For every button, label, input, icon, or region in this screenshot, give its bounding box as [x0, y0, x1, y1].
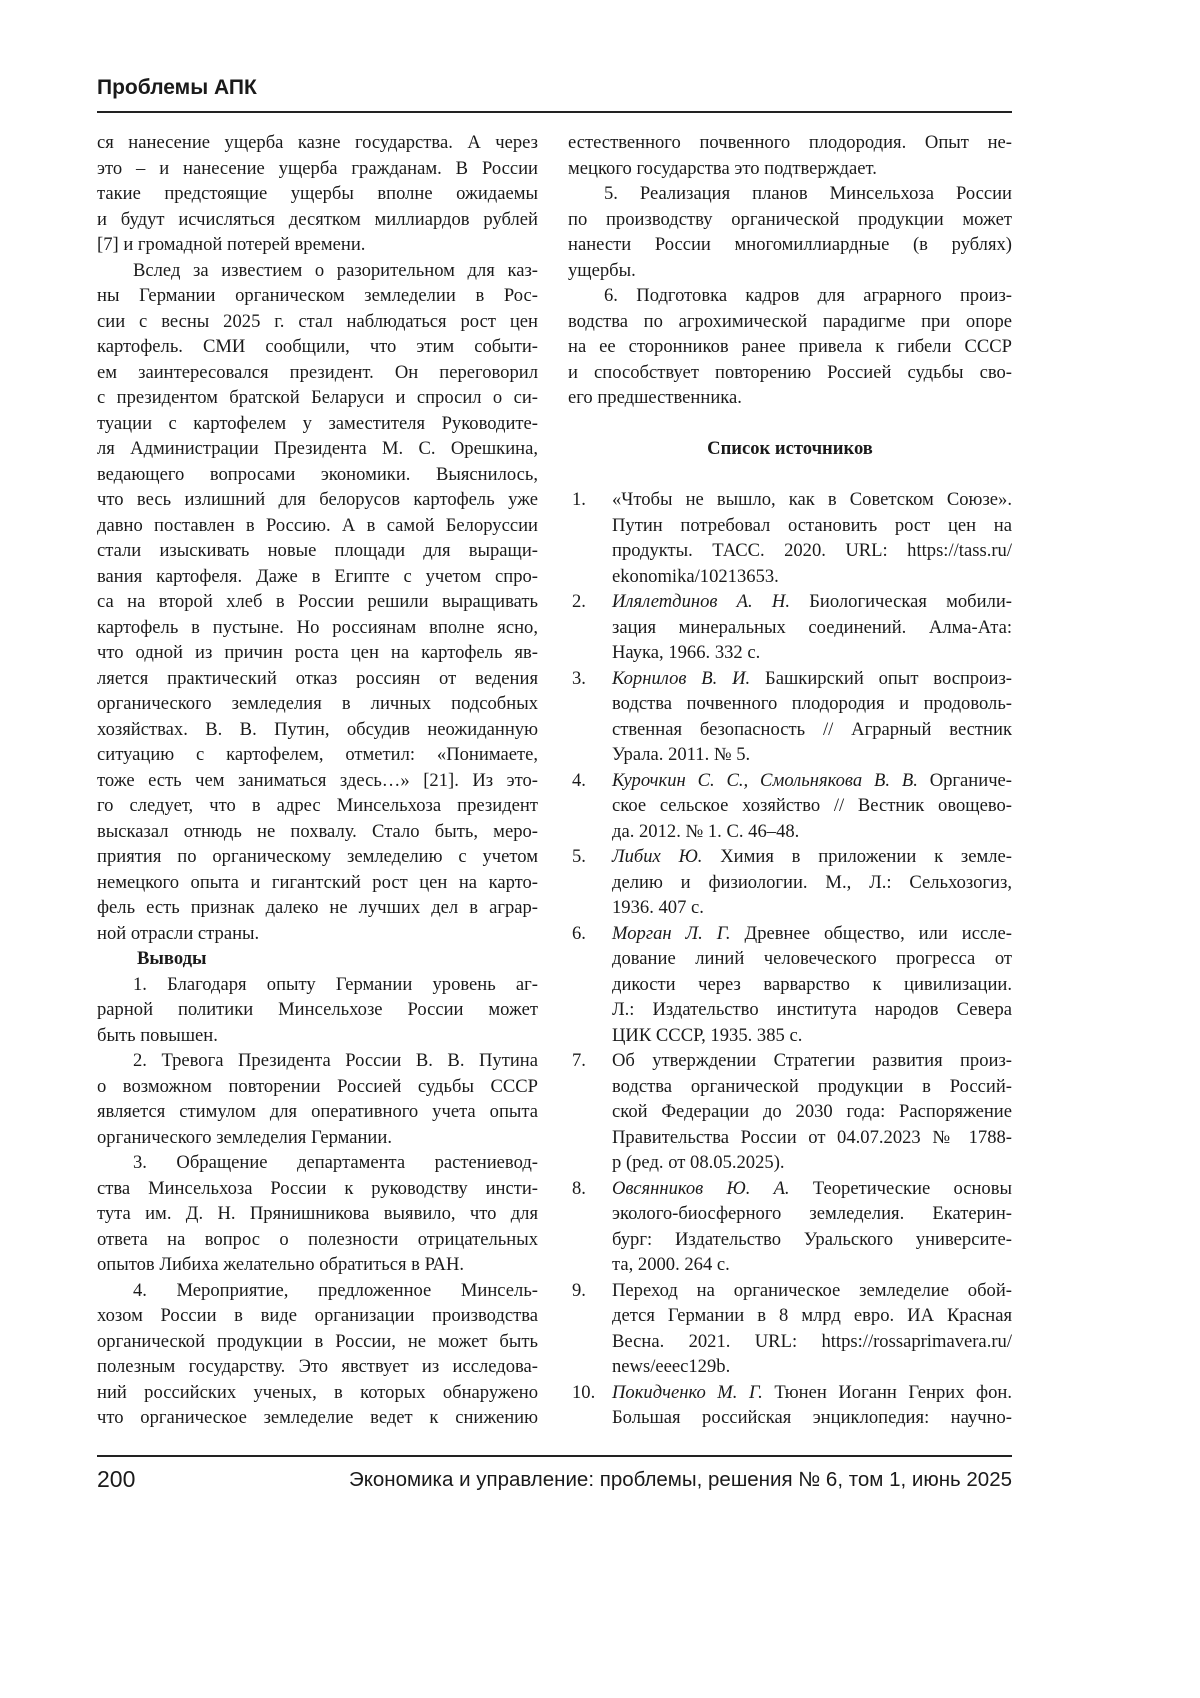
text-line: хозом России в виде организации производства — [97, 1303, 538, 1329]
reference-text-part: Органиче- — [918, 770, 1012, 791]
reference-number: 3. — [568, 666, 612, 768]
reference-author: Корнилов В. И. — [612, 668, 750, 689]
reference-text — [612, 666, 1012, 768]
reference-item — [568, 844, 1012, 921]
text-line: стали изыскивать новые площади для выращи- — [97, 538, 538, 564]
text-line: ственная безопасность // Аграрный вестник — [612, 717, 1012, 743]
reference-item — [568, 666, 1012, 768]
text-line: естественного почвенного плодородия. Опыт не- — [568, 130, 1012, 156]
text-line: вания картофеля. Даже в Египте с учетом спро- — [97, 564, 538, 590]
paragraph — [97, 258, 538, 947]
text-line: Наука, 1966. 332 с. — [612, 640, 1012, 666]
journal-title: Экономика и управление: проблемы, решения № 6, том 1, июнь 2025 — [349, 1468, 1012, 1492]
text-line: Урала. 2011. № 5. — [612, 742, 1012, 768]
text-line: рарной политики Минсельхозе России может — [97, 997, 538, 1023]
text-line: зация минеральных соединений. Алма-Ата: — [612, 615, 1012, 641]
blank-line — [568, 462, 1012, 488]
paragraph — [568, 130, 1012, 181]
text-line: нанести России многомиллиардные (в рублях) — [568, 232, 1012, 258]
reference-text — [612, 921, 1012, 1049]
reference-number: 5. — [568, 844, 612, 921]
reference-text-part: Теоретические основы — [790, 1178, 1012, 1199]
text-line: хозяйствах. В. В. Путин, обсудив неожиданную — [97, 717, 538, 743]
text-line: ответа на вопрос о полезности отрицательных — [97, 1227, 538, 1253]
text-line: картофель в пустыне. Но россиянам вполне ясно, — [97, 615, 538, 641]
text-line: ское сельское хозяйство // Вестник овощево- — [612, 793, 1012, 819]
reference-item — [568, 1380, 1012, 1431]
reference-item — [568, 1176, 1012, 1278]
text-line: продукты. ТАСС. 2020. URL: https://tass.ru/ — [612, 538, 1012, 564]
reference-text — [612, 589, 1012, 666]
reference-item — [568, 921, 1012, 1049]
text-line: и способствует повторению Россией судьбы сво- — [568, 360, 1012, 386]
text-line: это – и нанесение ущерба гражданам. В России — [97, 156, 538, 182]
reference-item — [568, 1048, 1012, 1176]
text-line: ЦИК СССР, 1935. 385 с. — [612, 1023, 1012, 1049]
text-line: что весь излишний для белорусов картофель уже — [97, 487, 538, 513]
reference-text — [612, 1278, 1012, 1380]
text-line — [612, 666, 1012, 692]
reference-number: 2. — [568, 589, 612, 666]
text-line: мецкого государства это подтверждает. — [568, 156, 1012, 182]
reference-text-part: Тюнен Иоганн Генрих фон. — [763, 1382, 1012, 1403]
text-line: Переход на органическое земледелие обой- — [612, 1278, 1012, 1304]
reference-number: 7. — [568, 1048, 612, 1176]
header-rule — [97, 111, 1012, 113]
text-line: 4. Мероприятие, предложенное Минсель- — [97, 1278, 538, 1304]
reference-author: Покидченко М. Г. — [612, 1382, 763, 1403]
text-line: дование линий человеческого прогресса от — [612, 946, 1012, 972]
references-title: Список источников — [568, 436, 1012, 462]
text-line: ля Администрации Президента М. С. Орешкина, — [97, 436, 538, 462]
reference-number: 6. — [568, 921, 612, 1049]
text-line: ской Федерации до 2030 года: Распоряжение — [612, 1099, 1012, 1125]
reference-author: Илялетдинов А. Н. — [612, 591, 790, 612]
text-line: и будут исчисляться десятком миллиардов рублей — [97, 207, 538, 233]
text-line: водства органической продукции в Россий- — [612, 1074, 1012, 1100]
text-line: ущербы. — [568, 258, 1012, 284]
text-line: ны Германии органическом земледелии в Рос- — [97, 283, 538, 309]
text-line: картофель. СМИ сообщили, что этим событи- — [97, 334, 538, 360]
text-line: дикости через варварство к цивилизации. — [612, 972, 1012, 998]
text-line: ситуацию с картофелем, отметил: «Понимаете, — [97, 742, 538, 768]
reference-number: 9. — [568, 1278, 612, 1380]
text-line: да. 2012. № 1. С. 46–48. — [612, 819, 1012, 845]
text-line: бург: Издательство Уральского университе- — [612, 1227, 1012, 1253]
running-header: Проблемы АПК — [97, 76, 257, 100]
text-line: делию и физиологии. М., Л.: Сельхозогиз, — [612, 870, 1012, 896]
text-line: ведающего вопросами экономики. Выяснилось, — [97, 462, 538, 488]
section-heading — [97, 946, 538, 972]
text-line — [612, 1176, 1012, 1202]
text-line: высказал отнюдь не похвалу. Стало быть, меро- — [97, 819, 538, 845]
text-line: что органическое земледелие ведет к снижению — [97, 1405, 538, 1431]
reference-text-part: Химия в приложении к земле- — [702, 846, 1012, 867]
reference-text — [612, 1380, 1012, 1431]
text-line: опытов Либиха желательно обратиться в РАН. — [97, 1252, 538, 1278]
text-line: по производству органической продукции может — [568, 207, 1012, 233]
text-line: тоже есть чем заниматься здесь…» [21]. Из это- — [97, 768, 538, 794]
text-line: 1936. 407 с. — [612, 895, 1012, 921]
text-line: ной отрасли страны. — [97, 921, 538, 947]
text-line: Об утверждении Стратегии развития произ- — [612, 1048, 1012, 1074]
text-line: тута им. Д. Н. Прянишникова выявило, что для — [97, 1201, 538, 1227]
text-line: р (ред. от 08.05.2025). — [612, 1150, 1012, 1176]
reference-number: 10. — [568, 1380, 612, 1431]
text-line — [612, 844, 1012, 870]
text-line: ekonomika/10213653. — [612, 564, 1012, 590]
reference-item — [568, 1278, 1012, 1380]
text-line: 3. Обращение департамента растениевод- — [97, 1150, 538, 1176]
paragraph — [97, 972, 538, 1049]
text-line: news/eeec129b. — [612, 1354, 1012, 1380]
text-line — [612, 921, 1012, 947]
text-line: 2. Тревога Президента России В. В. Путина — [97, 1048, 538, 1074]
reference-item — [568, 487, 1012, 589]
text-line — [612, 1380, 1012, 1406]
text-line: о возможном повторении Россией судьбы СССР — [97, 1074, 538, 1100]
reference-author: Морган Л. Г. — [612, 923, 731, 944]
text-line: Большая российская энциклопедия: научно- — [612, 1405, 1012, 1431]
text-line: Выводы — [97, 946, 538, 972]
left-column — [97, 130, 538, 1431]
paragraph — [568, 181, 1012, 283]
paragraph — [97, 1150, 538, 1278]
text-line: органической продукции в России, не может быть — [97, 1329, 538, 1355]
text-line: ем заинтересовался президент. Он переговорил — [97, 360, 538, 386]
text-line: что одной из причин роста цен на картофель яв- — [97, 640, 538, 666]
text-line: фель есть признак далеко не лучших дел в аграр- — [97, 895, 538, 921]
text-line: [7] и громадной потерей времени. — [97, 232, 538, 258]
text-line: Вслед за известием о разорительном для каз- — [97, 258, 538, 284]
text-line: такие предстоящие ущербы вполне ожидаемы — [97, 181, 538, 207]
text-line: с президентом братской Беларуси и спросил о си- — [97, 385, 538, 411]
text-line: Л.: Издательство института народов Севера — [612, 997, 1012, 1023]
text-line: ний российских ученых, в которых обнаружено — [97, 1380, 538, 1406]
text-line: Путин потребовал остановить рост цен на — [612, 513, 1012, 539]
reference-text — [612, 1048, 1012, 1176]
text-line: дется Германии в 8 млрд евро. ИА Красная — [612, 1303, 1012, 1329]
text-line: органического земледелия Германии. — [97, 1125, 538, 1151]
text-line: ства Минсельхоза России к руководству инсти- — [97, 1176, 538, 1202]
text-line: полезным государству. Это явствует из исследова- — [97, 1354, 538, 1380]
text-line: органического земледелия в личных подсобных — [97, 691, 538, 717]
text-line: водства по агрохимической парадигме при опоре — [568, 309, 1012, 335]
paragraph — [568, 283, 1012, 411]
reference-author: Овсянников Ю. А. — [612, 1178, 790, 1199]
text-line: та, 2000. 264 с. — [612, 1252, 1012, 1278]
paragraph — [97, 1048, 538, 1150]
text-line: са на второй хлеб в России решили выращивать — [97, 589, 538, 615]
text-line: «Чтобы не вышло, как в Советском Союзе». — [612, 487, 1012, 513]
text-line: 6. Подготовка кадров для аграрного произ- — [568, 283, 1012, 309]
text-line: ся нанесение ущерба казне государства. А через — [97, 130, 538, 156]
text-line: сии с весны 2025 г. стал наблюдаться рост цен — [97, 309, 538, 335]
reference-item — [568, 768, 1012, 845]
paragraph — [97, 1278, 538, 1431]
text-line: является стимулом для оперативного учета опыта — [97, 1099, 538, 1125]
text-line: водства почвенного плодородия и продоволь- — [612, 691, 1012, 717]
text-line: Весна. 2021. URL: https://rossaprimavera.ru/ — [612, 1329, 1012, 1355]
text-line: 5. Реализация планов Минсельхоза России — [568, 181, 1012, 207]
reference-author: Либих Ю. — [612, 846, 702, 867]
right-column — [568, 130, 1012, 1431]
text-line: давно поставлен в Россию. А в самой Белоруссии — [97, 513, 538, 539]
paragraph — [97, 130, 538, 258]
reference-text-part: Башкирский опыт воспроиз- — [750, 668, 1012, 689]
text-line: 1. Благодаря опыту Германии уровень аг- — [97, 972, 538, 998]
reference-text-part: Древнее общество, или иссле- — [731, 923, 1012, 944]
text-line: туации с картофелем у заместителя Руководите- — [97, 411, 538, 437]
text-line: ляется практический отказ россиян от ведения — [97, 666, 538, 692]
text-line — [612, 768, 1012, 794]
text-line: немецкого опыта и гигантский рост цен на карто- — [97, 870, 538, 896]
reference-number: 1. — [568, 487, 612, 589]
reference-text — [612, 487, 1012, 589]
text-line: его предшественника. — [568, 385, 1012, 411]
text-line — [612, 589, 1012, 615]
page-number: 200 — [97, 1466, 135, 1493]
text-line: Правительства России от 04.07.2023 № 1788- — [612, 1125, 1012, 1151]
reference-number: 4. — [568, 768, 612, 845]
text-line: быть повышен. — [97, 1023, 538, 1049]
text-line: го следует, что в адрес Минсельхоза президент — [97, 793, 538, 819]
reference-text — [612, 1176, 1012, 1278]
reference-number: 8. — [568, 1176, 612, 1278]
reference-text — [612, 768, 1012, 845]
text-line: на ее сторонников ранее привела к гибели СССР — [568, 334, 1012, 360]
text-line: приятия по органическому земледелию с учетом — [97, 844, 538, 870]
reference-text — [612, 844, 1012, 921]
reference-author: Курочкин С. С., Смольнякова В. В. — [612, 770, 918, 791]
reference-text-part: Биологическая мобили- — [790, 591, 1012, 612]
reference-item — [568, 589, 1012, 666]
footer-rule — [97, 1455, 1012, 1457]
blank-line — [568, 411, 1012, 437]
text-line: эколого-биосферного земледелия. Екатерин- — [612, 1201, 1012, 1227]
